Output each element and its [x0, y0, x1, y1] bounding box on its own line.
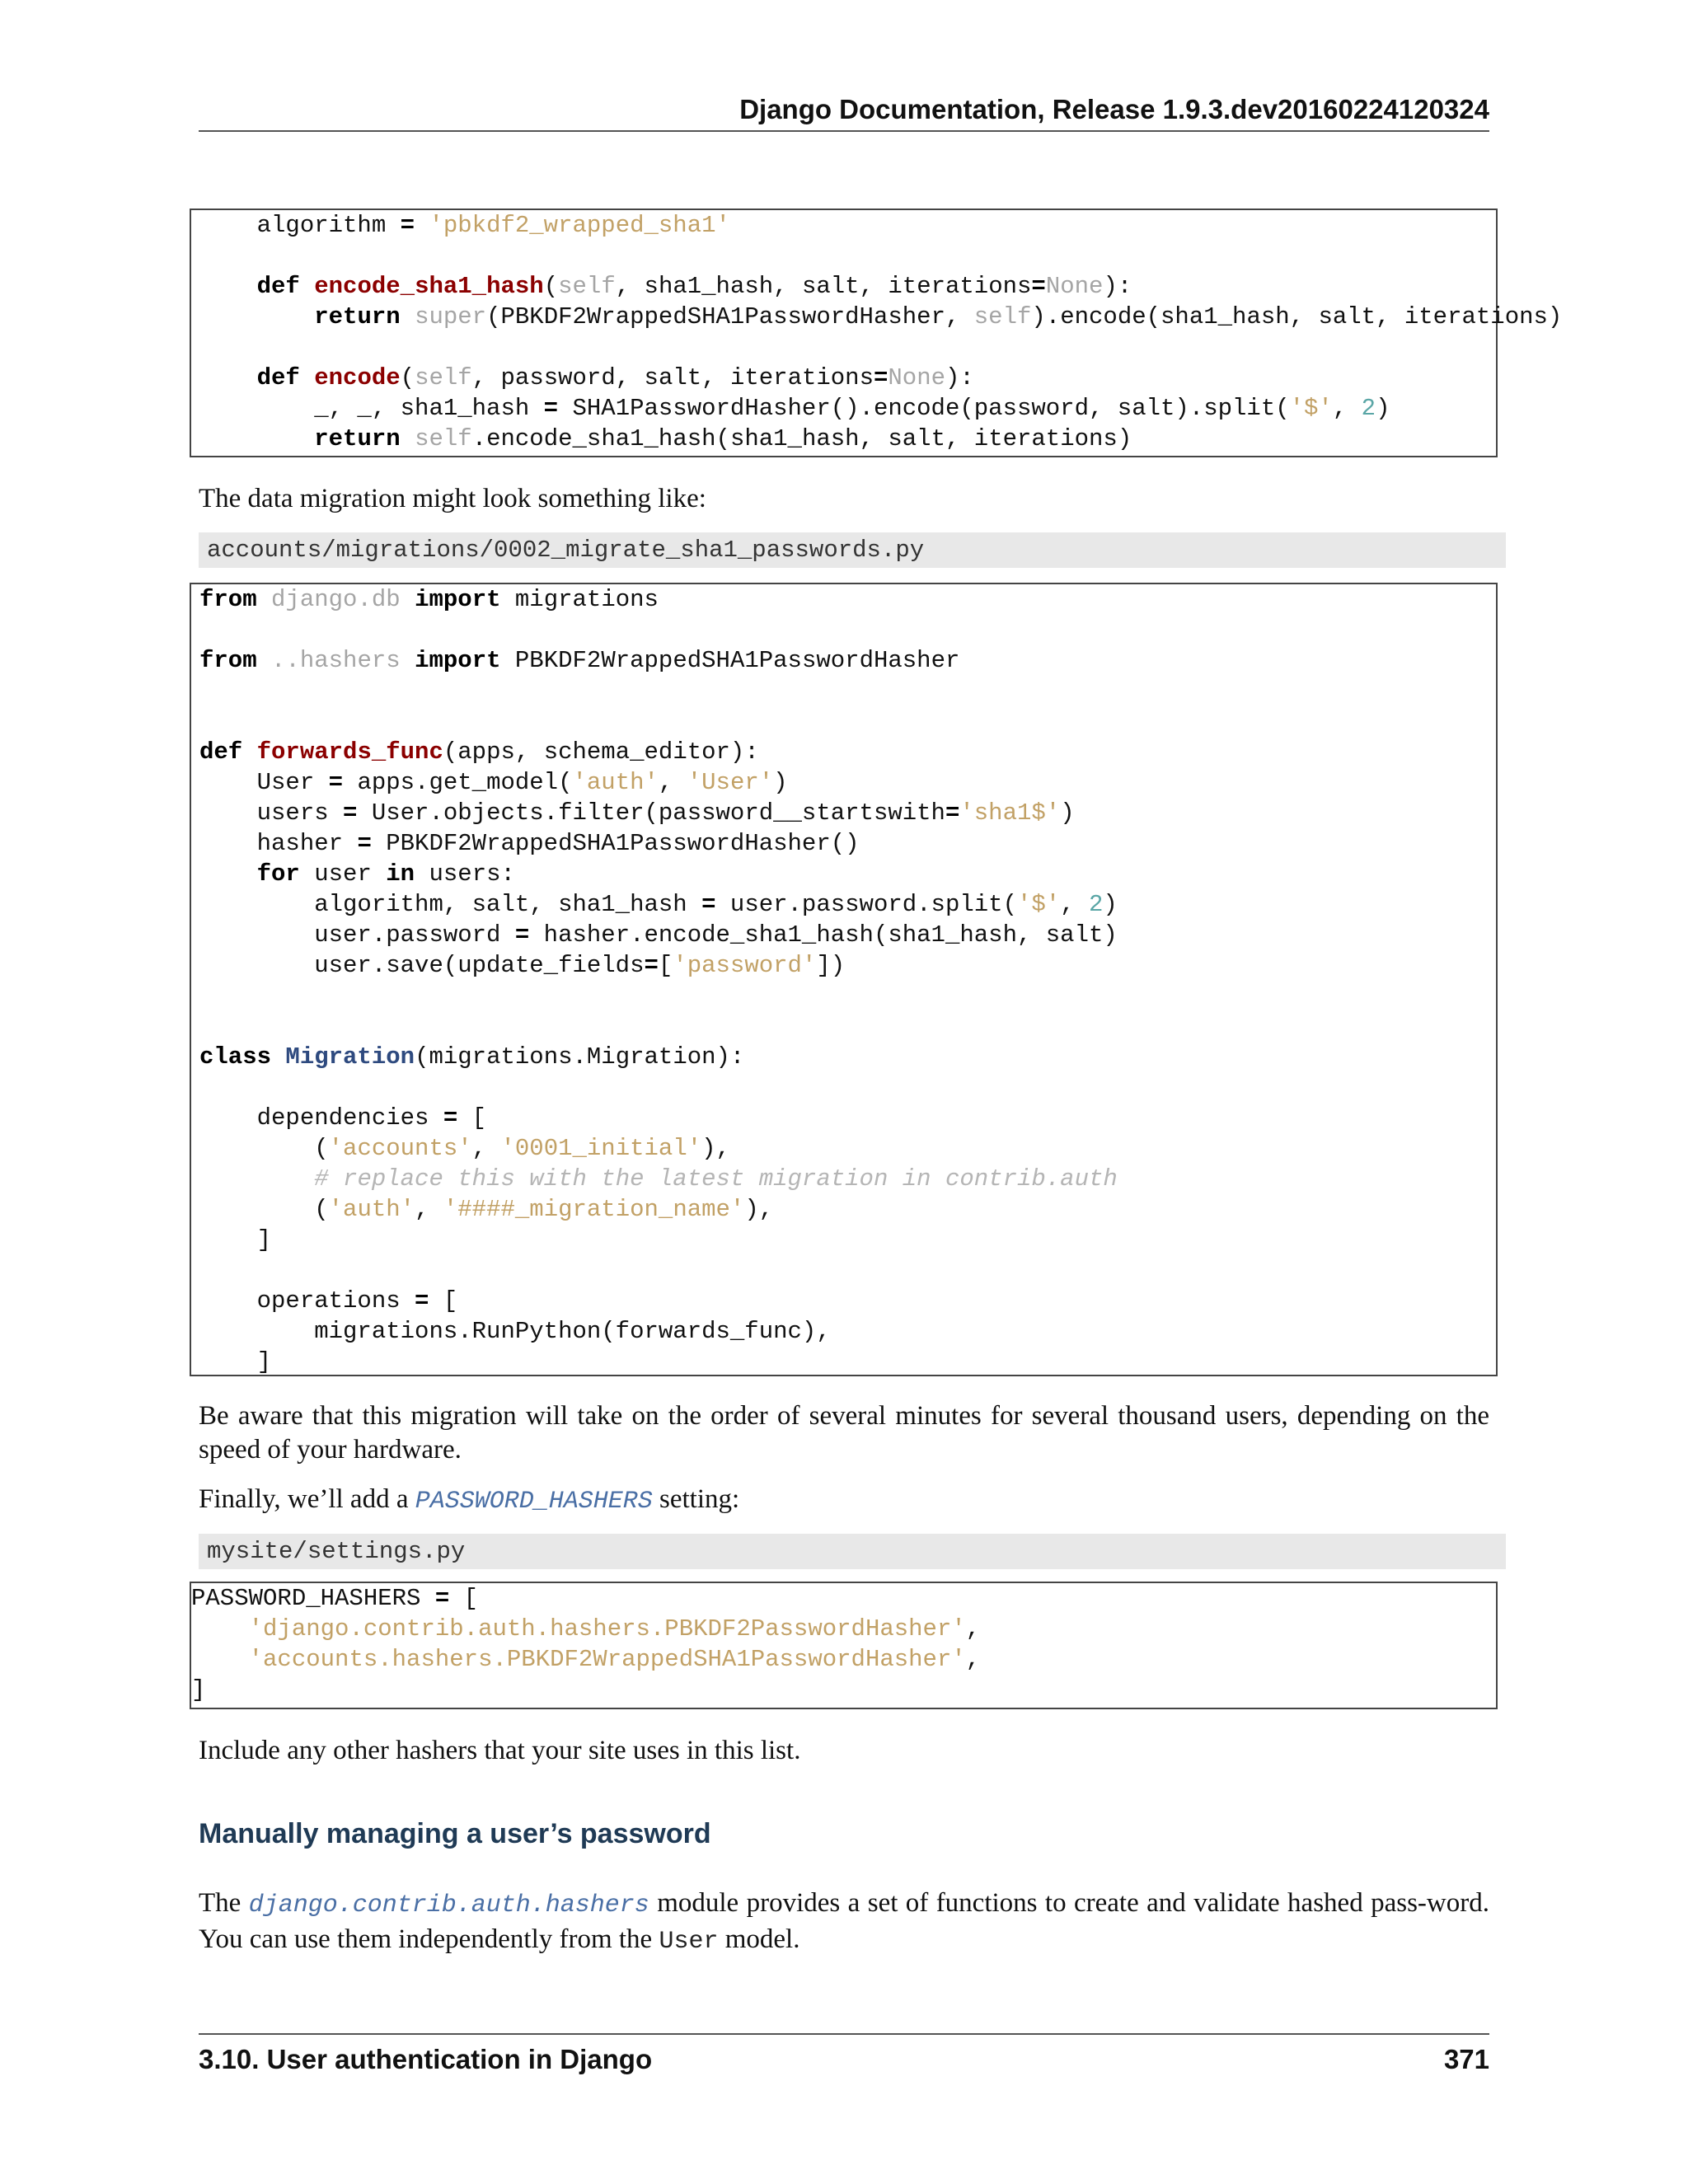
code-token: for — [256, 860, 300, 888]
code-line — [199, 981, 1496, 1011]
code-token: 2 — [1089, 891, 1104, 918]
code-token: , — [415, 1196, 443, 1223]
code-token: , — [1332, 395, 1362, 422]
code-line — [199, 1103, 1496, 1133]
code-token: = — [415, 1287, 429, 1315]
code-token — [257, 586, 271, 613]
code-line — [199, 363, 1496, 393]
code-line — [199, 1133, 1496, 1164]
code-token: 'accounts' — [328, 1135, 472, 1162]
code-token: 'password' — [673, 952, 817, 979]
code-token: algorithm — [199, 212, 401, 239]
code-block-hasher — [190, 209, 1563, 457]
code-token: 'auth' — [328, 1196, 415, 1223]
code-line — [199, 302, 1563, 332]
paragraph-include-hashers: Include any other hashers that your site uses in this list. — [199, 1736, 801, 1765]
hashers-module-link[interactable]: django.contrib.auth.hashers — [248, 1891, 649, 1919]
code-token: apps.get_model( — [343, 769, 573, 796]
paragraph-hashers-module — [199, 1886, 1489, 1959]
code-token: 'User' — [687, 769, 774, 796]
user-code: User — [659, 1928, 719, 1956]
code-token: class — [199, 1043, 272, 1071]
code-line — [199, 798, 1496, 828]
code-token: 'sha1$' — [959, 799, 1061, 827]
code-token: self — [415, 364, 472, 391]
code-token — [415, 212, 429, 239]
code-token: django.db — [271, 586, 401, 613]
code-token: 'pbkdf2_wrapped_sha1' — [429, 212, 730, 239]
code-token: .encode_sha1_hash(sha1_hash, salt, iterations) — [471, 425, 1132, 452]
code-caption-migration-file: accounts/migrations/0002_migrate_sha1_passwords.py — [199, 532, 1506, 568]
code-token: encode — [314, 364, 401, 391]
code-token: = — [343, 799, 358, 827]
para5-before: The — [199, 1888, 249, 1918]
code-token: ).encode(sha1_hash, salt, iterations) — [1031, 303, 1563, 330]
para5-after: model. — [718, 1924, 800, 1954]
code-token: ]) — [816, 952, 846, 979]
code-token: ] — [199, 1226, 272, 1254]
code-token: user.password.split( — [715, 891, 1017, 918]
code-token: hasher.encode_sha1_hash(sha1_hash, salt) — [529, 921, 1118, 949]
code-token: = — [873, 364, 889, 391]
code-token: = — [701, 891, 716, 918]
code-token: user.save(update_fields — [199, 952, 645, 979]
code-token: ( — [199, 1135, 329, 1162]
code-token — [401, 647, 415, 674]
code-line — [199, 332, 1496, 363]
code-line — [199, 889, 1496, 920]
code-token — [271, 1043, 285, 1071]
code-token: = — [357, 830, 372, 857]
code-block-migration — [190, 583, 1498, 1376]
page-header — [199, 89, 1489, 132]
code-token: = — [328, 769, 344, 796]
code-token: = — [644, 952, 659, 979]
code-line — [199, 241, 1496, 271]
code-line — [199, 1286, 1496, 1316]
code-token: ): — [945, 364, 974, 391]
code-token: def — [256, 364, 300, 391]
code-token: = — [945, 799, 960, 827]
code-token: from — [199, 647, 257, 674]
code-token: , — [1060, 891, 1090, 918]
code-token — [191, 1615, 249, 1643]
code-line — [199, 737, 1496, 767]
code-line — [199, 828, 1496, 859]
code-token: (migrations.Migration): — [415, 1043, 745, 1071]
code-token — [199, 425, 314, 452]
code-line — [199, 920, 1496, 950]
code-token: '$' — [1289, 395, 1333, 422]
code-token: user.password — [199, 921, 515, 949]
code-token: PASSWORD_HASHERS — [191, 1585, 435, 1612]
code-token: # replace this with the latest migration in contrib.auth — [314, 1165, 1118, 1193]
code-line — [199, 1194, 1496, 1225]
code-token: , — [965, 1646, 981, 1673]
code-token: 'auth' — [572, 769, 659, 796]
code-token: (apps, schema_editor): — [443, 738, 759, 766]
code-token: users — [199, 799, 344, 827]
code-token: self — [558, 273, 616, 300]
code-line — [199, 859, 1496, 889]
code-token: [ — [457, 1104, 487, 1132]
code-token: (PBKDF2WrappedSHA1PasswordHasher, — [486, 303, 974, 330]
code-token: User.objects.filter(password__startswith — [357, 799, 945, 827]
code-token: from — [199, 586, 257, 613]
code-token: ) — [1376, 395, 1390, 422]
code-token: ..hashers — [271, 647, 401, 674]
code-token — [242, 738, 256, 766]
page-footer — [199, 2033, 1489, 2084]
code-token: 'accounts.hashers.PBKDF2WrappedSHA1PasswordHasher' — [248, 1646, 966, 1673]
code-token — [401, 425, 415, 452]
code-token — [199, 364, 257, 391]
code-lines — [191, 210, 1563, 454]
code-line — [191, 1583, 1496, 1614]
code-token: 2 — [1361, 395, 1376, 422]
code-token — [300, 364, 314, 391]
code-line — [199, 1347, 1496, 1377]
code-token: , — [965, 1615, 981, 1643]
code-token: ) — [1103, 891, 1118, 918]
code-token: = — [443, 1104, 458, 1132]
code-token: 'django.contrib.auth.hashers.PBKDF2PasswordHasher' — [248, 1615, 966, 1643]
code-token: return — [314, 303, 401, 330]
code-token: User — [199, 769, 329, 796]
code-token: None — [1045, 273, 1104, 300]
code-token: ] — [199, 1348, 272, 1376]
code-token: user — [299, 860, 387, 888]
code-token — [300, 273, 314, 300]
code-token — [199, 1165, 314, 1193]
code-token: ), — [701, 1135, 730, 1162]
code-token: self — [973, 303, 1032, 330]
code-token: self — [415, 425, 472, 452]
code-token: ) — [773, 769, 788, 796]
code-token — [199, 860, 257, 888]
code-token — [191, 1646, 249, 1673]
code-line — [199, 1164, 1496, 1194]
code-token: ): — [1103, 273, 1132, 300]
code-token: = — [400, 212, 415, 239]
code-line — [199, 1042, 1496, 1072]
code-token: forwards_func — [256, 738, 443, 766]
para5-middle: module provides a set of functions to create and validate hashed pass-word. You can use them independently from the — [199, 1888, 1489, 1954]
code-token: hasher — [199, 830, 358, 857]
code-token: None — [888, 364, 946, 391]
code-token: dependencies — [199, 1104, 443, 1132]
code-token: def — [256, 273, 300, 300]
code-token — [401, 586, 415, 613]
code-token: ), — [744, 1196, 774, 1223]
code-token — [401, 303, 415, 330]
code-line — [199, 615, 1496, 645]
code-token: = — [543, 395, 559, 422]
paragraph-add-setting — [199, 1483, 1489, 1519]
code-token: , — [658, 769, 687, 796]
code-token: , — [471, 1135, 501, 1162]
code-token: import — [415, 586, 501, 613]
code-line — [199, 1316, 1496, 1347]
code-token: Migration — [285, 1043, 415, 1071]
code-line — [199, 676, 1496, 706]
code-token: ( — [400, 364, 415, 391]
code-line — [199, 393, 1496, 424]
code-token: = — [1031, 273, 1046, 300]
page-number: 371 — [1443, 2044, 1489, 2074]
paragraph-migration-warning: Be aware that this migration will take on the order of several minutes for several thousand users, depending on the speed of your hardware. — [199, 1401, 1489, 1465]
footer-section: 3.10. User authentication in Django — [199, 2044, 653, 2074]
section-heading: Manually managing a user’s password — [199, 1818, 711, 1849]
code-token: '$' — [1016, 891, 1061, 918]
code-token: ) — [1060, 799, 1075, 827]
code-line — [199, 706, 1496, 737]
code-lines — [191, 584, 1496, 1377]
code-token: super — [415, 303, 487, 330]
code-token: migrations — [500, 586, 659, 613]
code-line — [199, 1225, 1496, 1255]
code-token: [ — [429, 1287, 458, 1315]
code-token: encode_sha1_hash — [314, 273, 544, 300]
code-token: SHA1PasswordHasher().encode(password, salt).split( — [558, 395, 1290, 422]
code-line — [199, 1072, 1496, 1103]
code-token — [199, 273, 257, 300]
code-token: import — [415, 647, 501, 674]
code-token: _, _, sha1_hash — [199, 395, 544, 422]
code-token: migrations.RunPython(forwards_func), — [199, 1318, 831, 1345]
code-line — [199, 1011, 1496, 1042]
code-token: PBKDF2WrappedSHA1PasswordHasher — [500, 647, 960, 674]
code-token: ] — [191, 1676, 206, 1704]
code-token: PBKDF2WrappedSHA1PasswordHasher() — [371, 830, 860, 857]
code-token: in — [386, 860, 415, 888]
code-token — [257, 647, 271, 674]
code-line — [199, 584, 1496, 615]
code-token: = — [514, 921, 530, 949]
code-token: '0001_initial' — [500, 1135, 702, 1162]
paragraph-intro-migration: The data migration might look something like: — [199, 484, 706, 513]
code-line — [191, 1675, 1496, 1705]
code-token: = — [434, 1585, 450, 1612]
code-token: operations — [199, 1287, 415, 1315]
code-token: '####_migration_name' — [443, 1196, 745, 1223]
code-line — [191, 1614, 1496, 1644]
code-line — [199, 271, 1496, 302]
code-line — [199, 950, 1496, 981]
para3-after: setting: — [652, 1484, 740, 1514]
code-token: , password, salt, iterations — [471, 364, 874, 391]
code-line — [191, 1644, 1496, 1675]
code-token: ( — [199, 1196, 329, 1223]
code-token: algorithm, salt, sha1_hash — [199, 891, 702, 918]
header-title: Django Documentation, Release 1.9.3.dev20160224120324 — [739, 94, 1489, 124]
code-token — [199, 303, 314, 330]
code-token: def — [199, 738, 243, 766]
code-token: return — [314, 425, 401, 452]
code-line — [199, 1255, 1496, 1286]
code-block-settings — [190, 1582, 1498, 1709]
para3-before: Finally, we’ll add a — [199, 1484, 415, 1514]
code-line — [199, 424, 1496, 454]
code-line — [199, 645, 1496, 676]
code-lines — [191, 1583, 1496, 1705]
code-line — [199, 210, 1496, 241]
code-token: [ — [658, 952, 673, 979]
code-token: , sha1_hash, salt, iterations — [615, 273, 1032, 300]
code-token: [ — [449, 1585, 479, 1612]
password-hashers-link[interactable]: PASSWORD_HASHERS — [415, 1488, 653, 1516]
code-token: ( — [543, 273, 559, 300]
code-line — [199, 767, 1496, 798]
code-caption-settings-file: mysite/settings.py — [199, 1534, 1506, 1569]
code-token: users: — [415, 860, 515, 888]
